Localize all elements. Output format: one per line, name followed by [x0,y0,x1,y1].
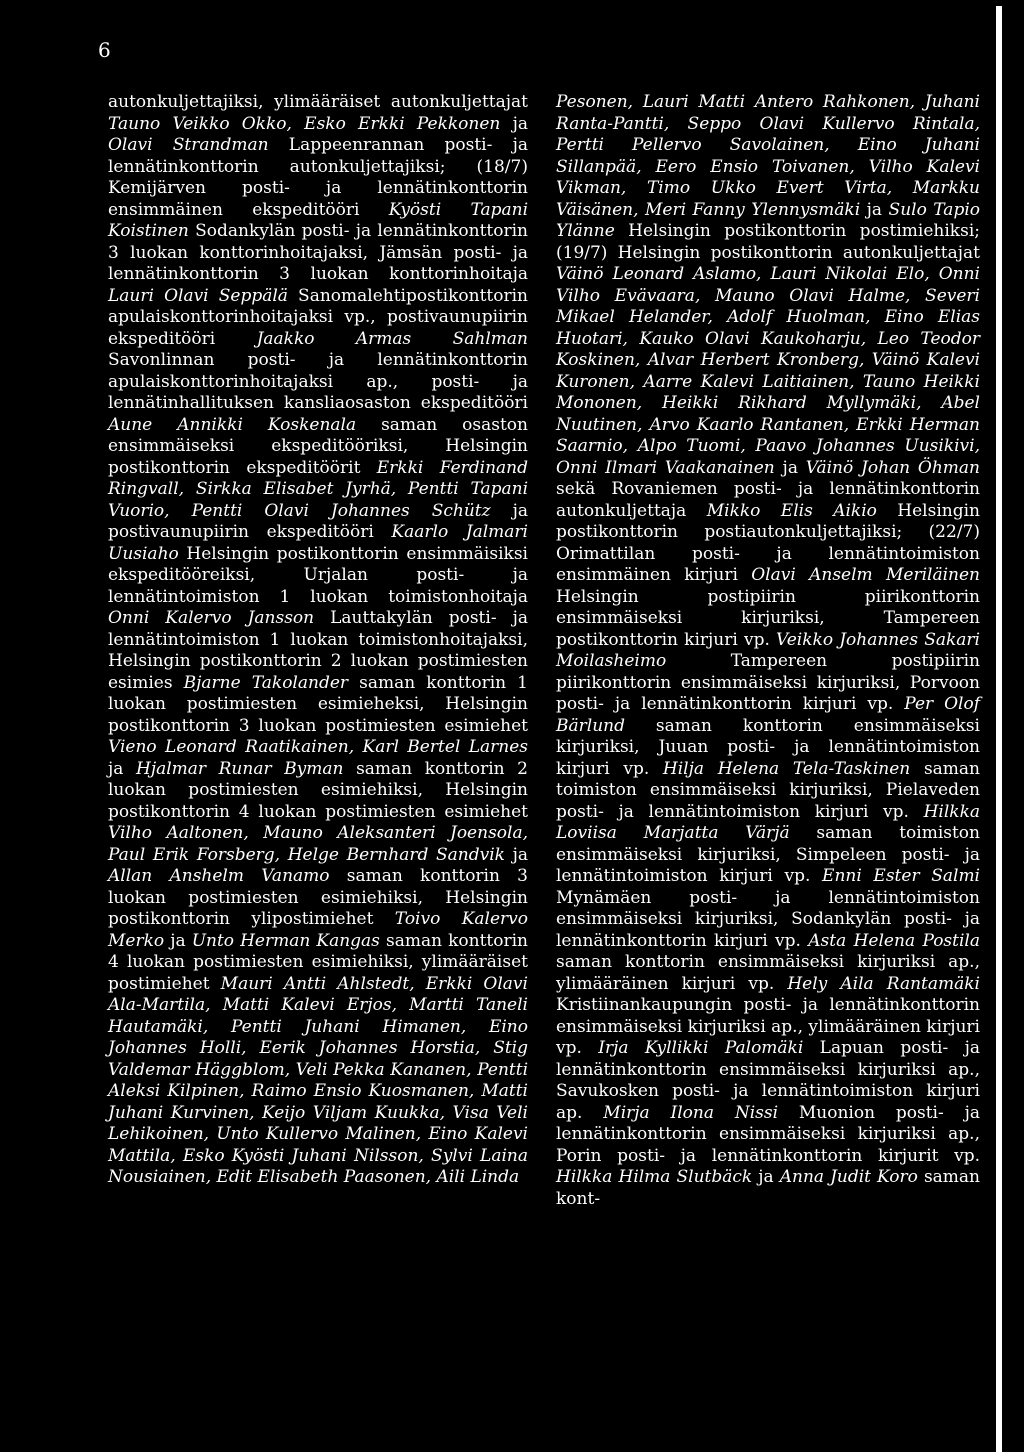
person-names: Väinö Johan Öhman [805,457,981,478]
running-text: ja postivaunupiirin ekspeditööri [108,500,529,542]
person-names: Mirja Ilona Nissi [603,1102,779,1123]
person-names: Kaarlo Jalmari Uusiaho [108,522,528,564]
running-text: saman konttorin 4 luokan postimiesten esimiehiksi, ylimääräiset postimiehet [108,930,528,994]
person-names: Väinö Leonard Aslamo, Lauri Nikolai Elo, Onni Vilho Evävaara, Mauno Olavi Halme, Severi Mikael Helander, Adolf Huolman, Eino Elias Huotari, Kauko Olavi Kaukoharju, Leo Teodor Koskinen, Alvar Herbert Kronberg, Väinö Kalevi Kuronen, Aarre Kalevi Laitiainen, Tauno Heikki Mononen, Heikki Rikhard Myllymäki, Abel Nuutinen, Arvo Kaarlo Rantanen, Erkki Herman Saarnio, Alpo Tuomi, Paavo Johannes Uusikivi, Onni Ilmari Vaakanainen [556,264,980,478]
running-text: Sodankylän posti- ja lennätinkonttorin 3 luokan konttorinhoitajaksi, Jämsän posti- ja lennätinkonttorin 3 luokan konttorinhoitaja [108,221,528,284]
column-left-paragraph [108,92,528,1189]
person-names: Olavi Strandman [108,135,269,155]
running-text: Helsingin postipiirin piirikonttorin ensimmäiseksi kirjuriksi, Tampereen postikonttorin kirjuri vp. [556,586,980,650]
running-text: Lappeenrannan posti- ja lennätinkonttorin autonkuljettajiksi; (18/7) Kemijärven posti- ja lennätinkonttorin ensimmäinen ekspeditööri [108,135,528,220]
running-text: Lauttakylän posti- ja lennätintoimiston 1 luokan toimistonhoitajaksi, Helsingin postikonttorin 2 luokan postimiesten esimies [108,608,528,693]
running-text: Helsingin postikonttorin postimiehiksi; (19/7) Helsingin postikonttorin autonkuljettajat [556,221,980,263]
person-names: Pesonen, Lauri Matti Antero Rahkonen, Juhani Ranta-Pantti, Seppo Olavi Kullervo Rintala, Pertti Pellervo Savolainen, Eino Juhani Sillanpää, Eero Ensio Toivanen, Vilho Kalevi Vikman, Timo Ukko Evert Virta, Markku Väisänen, Meri Fanny Ylennysmäki [556,92,980,220]
running-text: Savonlinnan posti- ja lennätinkonttorin apulaiskonttorinhoitajaksi ap., posti- ja lennätinhallituksen kansliaosaston ekspeditööri [108,350,528,413]
person-names: Hjalmar Runar Byman [136,758,344,779]
person-names: Mikko Elis Aikio [706,500,877,521]
running-text: autonkuljettajiksi, ylimääräiset autonkuljettajat [108,92,528,112]
running-text: saman konttorin ensimmäiseksi kirjuriksi ap., ylimääräinen kirjuri vp. [556,952,980,994]
person-names: Irja Kyllikki Palomäki [598,1038,804,1058]
running-text: ja [108,758,136,779]
person-names: Veikko Johannes Sakari Moilasheimo [556,629,980,671]
person-names: Sulo Tapio Ylänne [556,199,980,241]
person-names: Mauri Antti Ahlstedt, Erkki Olavi Ala-Martila, Matti Kalevi Erjos, Martti Taneli Hautamäki, Pentti Juhani Himanen, Eino Johannes Holli, Eerik Johannes Horstia, Stig Valdemar Häggblom, Veli Pekka Kananen, Pentti Aleksi Kilpinen, Raimo Ensio Kuosmanen, Matti Juhani Kurvinen, Keijo Viljam Kuukka, Visa Veli Lehikoinen, Unto Kullervo Malinen, Eino Kalevi Mattila, Esko Kyösti Juhani Nilsson, Sylvi Laina Nousiainen, Edit Elisabeth Paasonen, Aili Linda [108,973,528,1187]
running-text: Helsingin postikonttorin postiautonkuljettajiksi; (22/7) Orimattilan posti- ja lennätintoimiston ensimmäinen kirjuri [556,500,980,585]
person-names: Enni Ester Salmi [822,866,980,886]
running-text: Muonion posti- ja lennätinkonttorin ensimmäiseksi kirjuriksi ap., Porin posti- ja lennätinkonttorin kirjurit vp. [556,1102,980,1166]
person-names: Hilkka Hilma Slutbäck [556,1167,753,1187]
column-right-paragraph [556,92,980,1210]
running-text: Tampereen postipiirin piirikonttorin ensimmäiseksi kirjuriksi, Porvoon posti- ja lennätinkonttorin kirjuri vp. [556,651,980,714]
running-text: ja [164,930,192,951]
running-text: saman konttorin ensimmäiseksi kirjuriksi, Juuan posti- ja lennätintoimiston kirjuri vp. [556,715,980,779]
person-names: Toivo Kalervo Merko [108,909,528,951]
right-edge-rule [996,6,1002,1452]
person-names: Onni Kalervo Jansson [108,608,315,628]
running-text: saman kont- [556,1167,981,1209]
person-names: Jaakko Armas Sahlman [256,328,529,349]
running-text: Sanomalehtipostikonttorin apulaiskonttorinhoitajaksi vp., postivaunupiirin ekspeditööri [108,285,528,349]
person-names: Hely Aila Rantamäki [787,973,980,994]
person-names: Hilja Helena Tela-Taskinen [662,758,911,779]
running-text: ja [752,1167,780,1187]
person-names: Bjarne Takolander [183,672,349,693]
person-names: Anna Judit Koro [779,1167,918,1187]
person-names: Olavi Anselm Meriläinen [751,565,980,585]
person-names: Unto Herman Kangas [191,930,380,951]
person-names: Vilho Aaltonen, Mauno Aleksanteri Joensola, Paul Erik Forsberg, Helge Bernhard Sandvik [108,823,528,865]
person-names: Kyösti Tapani Koistinen [108,199,528,241]
running-text: saman toimiston ensimmäiseksi kirjuriksi, Pielaveden posti- ja lennätintoimiston kirjuri vp. [556,758,981,822]
running-text: saman konttorin 2 luokan postimiesten esimiehiksi, Helsingin postikonttorin 4 luokan postimiesten esimiehet [108,758,529,822]
running-text: saman konttorin 3 luokan postimiesten esimiehiksi, Helsingin postikonttorin ylipostimiehet [108,866,528,929]
running-text: Mynämäen posti- ja lennätintoimiston ensimmäiseksi kirjuriksi, Sodankylän posti- ja lennätinkonttorin kirjuri vp. [556,887,980,951]
person-names: Asta Helena Postila [808,930,980,951]
running-text: ja [774,457,806,478]
person-names: Per Olof Bärlund [556,694,980,736]
person-names: Aune Annikki Koskenala [108,414,357,435]
running-text: Helsingin postikonttorin ensimmäisiksi ekspeditööreiksi, Urjalan posti- ja lennätintoimiston 1 luokan toimistonhoitaja [108,543,528,607]
running-text: saman toimiston ensimmäiseksi kirjuriksi, Simpeleen posti- ja lennätintoimiston kirjuri vp. [556,823,980,886]
person-names: Tauno Veikko Okko, Esko Erkki Pekkonen [108,113,501,134]
running-text: Kristiinankaupungin posti- ja lennätinkonttorin ensimmäiseksi kirjuriksi ap., ylimääräinen kirjuri vp. [556,995,980,1058]
running-text: ja [860,199,889,220]
running-text: ja [500,113,528,134]
running-text: Lapuan posti- ja lennätinkonttorin ensimmäiseksi kirjuriksi ap., Savukosken posti- ja lennätintoimiston kirjuri ap. [556,1038,980,1123]
person-names: Allan Anshelm Vanamo [108,866,330,886]
text-column-right [556,92,980,1210]
person-names: Erkki Ferdinand Ringvall, Sirkka Elisabet Jyrhä, Pentti Tapani Vuorio, Pentti Olavi Johannes Schütz [108,457,528,521]
running-text: sekä Rovaniemen posti- ja lennätinkonttorin autonkuljettaja [556,479,980,521]
running-text: saman konttorin 1 luokan postimiesten esimieheksi, Helsingin postikonttorin 3 luokan postimiesten esimiehet [108,672,528,736]
running-text: ja [504,844,528,865]
text-column-left [108,92,528,1189]
running-text: saman osaston ensimmäiseksi ekspeditööriksi, Helsingin postikonttorin ekspeditöörit [108,414,528,478]
person-names: Lauri Olavi Seppälä [108,285,288,306]
person-names: Hilkka Loviisa Marjatta Värjä [556,801,980,843]
person-names: Vieno Leonard Raatikainen, Karl Bertel Larnes [108,737,528,757]
page-number: 6 [98,38,111,62]
